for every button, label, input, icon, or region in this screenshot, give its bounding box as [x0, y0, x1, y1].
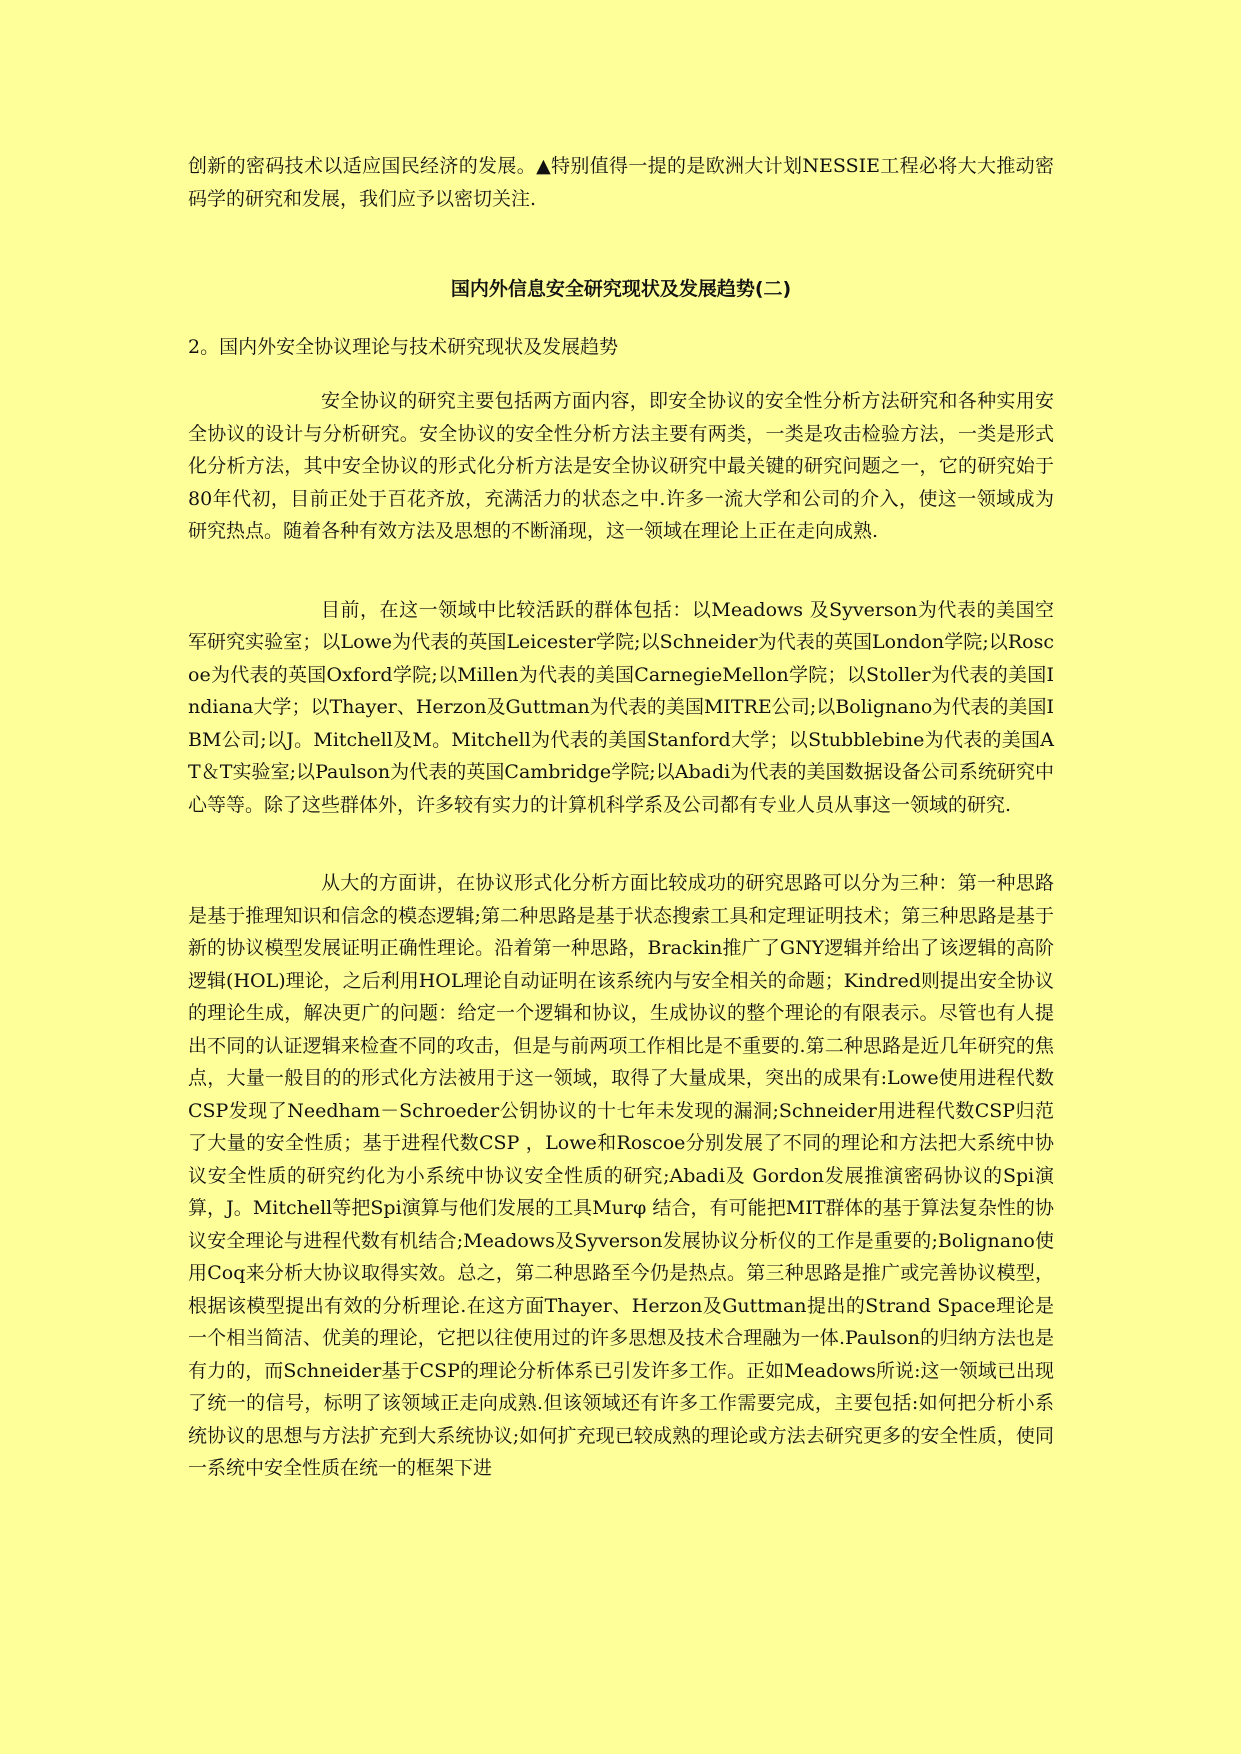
body-paragraph-2: 目前，在这一领域中比较活跃的群体包括：以Meadows 及Syverson为代表的美国空军研究实验室；以Lowe为代表的英国Leicester学院;以Schneider为代表的英国London学院;以Roscoe为代表的英国Oxford学院;以Millen为代表的美国CarnegieMellon学院；以Stoller为代表的美国Indiana大学；以Thayer、Herzon及Guttman为代表的美国MITRE公司;以Bolignano为代表的美国IBM公司;以J。Mitchell及M。Mitchell为代表的美国Stanford大学；以Stubblebine为代表的美国AT＆T实验室;以Paulson为代表的英国Cambridge学院;以Abadi为代表的美国数据设备公司系统研究中心等等。除了这些群体外，许多较有实力的计算机科学系及公司都有专业人员从事这一领域的研究.	[188, 598, 1054, 816]
body-paragraph-3: 从大的方面讲，在协议形式化分析方面比较成功的研究思路可以分为三种：第一种思路是基于推理知识和信念的模态逻辑;第二种思路是基于状态搜索工具和定理证明技术；第三种思路是基于新的协议模型发展证明正确性理论。沿着第一种思路，Brackin推广了GNY逻辑并给出了该逻辑的高阶逻辑(HOL)理论，之后利用HOL理论自动证明在该系统内与安全相关的命题；Kindred则提出安全协议的理论生成，解决更广的问题：给定一个逻辑和协议，生成协议的整个理论的有限表示。尽管也有人提出不同的认证逻辑来检查不同的攻击，但是与前两项工作相比是不重要的.第二种思路是近几年研究的焦点，大量一般目的的形式化方法被用于这一领域，取得了大量成果，突出的成果有:Lowe使用进程代数CSP发现了Needham－Schroeder公钥协议的十七年未发现的漏洞;Schneider用进程代数CSP归范了大量的安全性质；基于进程代数CSP ，Lowe和Roscoe分别发展了不同的理论和方法把大系统中协议安全性质的研究约化为小系统中协议安全性质的研究;Abadi及 Gordon发展推演密码协议的Spi演算，J。Mitchell等把Spi演算与他们发展的工具Murφ 结合，有可能把MIT群体的基于算法复杂性的协议安全理论与进程代数有机结合;Meadows及Syverson发展协议分析仪的工作是重要的;Bolignano使用Coq来分析大协议取得实效。总之，第二种思路至今仍是热点。第三种思路是推广或完善协议模型，根据该模型提出有效的分析理论.在这方面Thayer、Herzon及Guttman提出的Strand Space理论是一个相当简洁、优美的理论，它把以往使用过的许多思想及技术合理融为一体.Paulson的归纳方法也是有力的，而Schneider基于CSP的理论分析体系已引发许多工作。正如Meadows所说:这一领域已出现了统一的信号，标明了该领域正走向成熟.但该领域还有许多工作需要完成，主要包括:如何把分析小系统协议的思想与方法扩充到大系统协议;如何扩充现已较成熟的理论或方法去研究更多的安全性质，使同一系统中安全性质在统一的框架下进	[188, 872, 1054, 1479]
section-heading: 2。国内外安全协议理论与技术研究现状及发展趋势	[188, 336, 619, 358]
intro-paragraph: 创新的密码技术以适应国民经济的发展。▲特别值得一提的是欧洲大计划NESSIE工程必将大大推动密码学的研究和发展，我们应予以密切关注.	[188, 155, 1054, 210]
document-title: 国内外信息安全研究现状及发展趋势(二)	[450, 278, 792, 300]
body-paragraph-1: 安全协议的研究主要包括两方面内容，即安全协议的安全性分析方法研究和各种实用安全协议的设计与分析研究。安全协议的安全性分析方法主要有两类，一类是攻击检验方法，一类是形式化分析方法，其中安全协议的形式化分析方法是安全协议研究中最关键的研究问题之一，它的研究始于80年代初，目前正处于百花齐放，充满活力的状态之中.许多一流大学和公司的介入，使这一领域成为研究热点。随着各种有效方法及思想的不断涌现，这一领域在理论上正在走向成熟.	[188, 390, 1054, 542]
document-page	[188, 150, 1054, 1485]
